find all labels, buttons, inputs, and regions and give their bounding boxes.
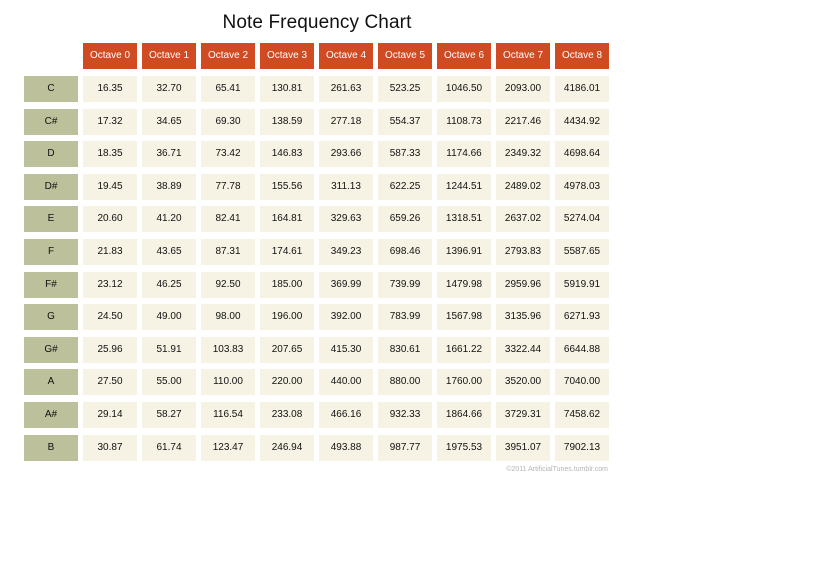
frequency-cell: 3135.96 — [496, 304, 550, 330]
frequency-cell: 466.16 — [319, 402, 373, 428]
frequency-cell: 622.25 — [378, 174, 432, 200]
frequency-cell: 392.00 — [319, 304, 373, 330]
frequency-cell: 58.27 — [142, 402, 196, 428]
frequency-cell: 30.87 — [83, 435, 137, 461]
frequency-cell: 18.35 — [83, 141, 137, 167]
frequency-cell: 3729.31 — [496, 402, 550, 428]
frequency-cell: 415.30 — [319, 337, 373, 363]
frequency-cell: 123.47 — [201, 435, 255, 461]
frequency-cell: 61.74 — [142, 435, 196, 461]
note-label: G# — [24, 337, 78, 363]
frequency-cell: 185.00 — [260, 272, 314, 298]
frequency-cell: 2489.02 — [496, 174, 550, 200]
frequency-cell: 440.00 — [319, 369, 373, 395]
frequency-cell: 16.35 — [83, 76, 137, 102]
frequency-cell: 146.83 — [260, 141, 314, 167]
frequency-cell: 5274.04 — [555, 206, 609, 232]
table-row — [24, 109, 609, 135]
frequency-cell: 41.20 — [142, 206, 196, 232]
column-header: Octave 4 — [319, 43, 373, 69]
frequency-cell: 65.41 — [201, 76, 255, 102]
table-row — [24, 435, 609, 461]
frequency-cell: 98.00 — [201, 304, 255, 330]
frequency-cell: 4698.64 — [555, 141, 609, 167]
frequency-cell: 7040.00 — [555, 369, 609, 395]
table-row — [24, 239, 609, 265]
table-row — [24, 206, 609, 232]
frequency-cell: 987.77 — [378, 435, 432, 461]
frequency-cell: 493.88 — [319, 435, 373, 461]
frequency-cell: 523.25 — [378, 76, 432, 102]
frequency-cell: 587.33 — [378, 141, 432, 167]
frequency-cell: 5919.91 — [555, 272, 609, 298]
note-label: C — [24, 76, 78, 102]
frequency-cell: 43.65 — [142, 239, 196, 265]
note-label: D — [24, 141, 78, 167]
note-label: F# — [24, 272, 78, 298]
frequency-cell: 5587.65 — [555, 239, 609, 265]
frequency-cell: 246.94 — [260, 435, 314, 461]
frequency-cell: 369.99 — [319, 272, 373, 298]
column-header: Octave 7 — [496, 43, 550, 69]
frequency-cell: 2793.83 — [496, 239, 550, 265]
frequency-cell: 2959.96 — [496, 272, 550, 298]
column-header: Octave 6 — [437, 43, 491, 69]
table-row — [24, 76, 609, 102]
frequency-cell: 880.00 — [378, 369, 432, 395]
frequency-cell: 49.00 — [142, 304, 196, 330]
frequency-cell: 4434.92 — [555, 109, 609, 135]
frequency-cell: 82.41 — [201, 206, 255, 232]
table-row — [24, 337, 609, 363]
frequency-cell: 2349.32 — [496, 141, 550, 167]
frequency-cell: 17.32 — [83, 109, 137, 135]
frequency-cell: 311.13 — [319, 174, 373, 200]
frequency-cell: 207.65 — [260, 337, 314, 363]
frequency-cell: 4978.03 — [555, 174, 609, 200]
frequency-cell: 932.33 — [378, 402, 432, 428]
note-label: D# — [24, 174, 78, 200]
octave-header-row — [83, 43, 609, 69]
frequency-cell: 830.61 — [378, 337, 432, 363]
frequency-cell: 138.59 — [260, 109, 314, 135]
column-header: Octave 0 — [83, 43, 137, 69]
frequency-cell: 24.50 — [83, 304, 137, 330]
frequency-cell: 51.91 — [142, 337, 196, 363]
frequency-cell: 1244.51 — [437, 174, 491, 200]
frequency-cell: 1174.66 — [437, 141, 491, 167]
frequency-cell: 349.23 — [319, 239, 373, 265]
frequency-cell: 1567.98 — [437, 304, 491, 330]
frequency-cell: 69.30 — [201, 109, 255, 135]
column-header: Octave 8 — [555, 43, 609, 69]
frequency-cell: 2637.02 — [496, 206, 550, 232]
frequency-cell: 38.89 — [142, 174, 196, 200]
frequency-cell: 220.00 — [260, 369, 314, 395]
column-header: Octave 1 — [142, 43, 196, 69]
table-row — [24, 402, 609, 428]
table-row — [24, 369, 609, 395]
frequency-cell: 4186.01 — [555, 76, 609, 102]
note-label: F — [24, 239, 78, 265]
frequency-cell: 554.37 — [378, 109, 432, 135]
frequency-cell: 36.71 — [142, 141, 196, 167]
frequency-cell: 233.08 — [260, 402, 314, 428]
table-row — [24, 141, 609, 167]
frequency-cell: 277.18 — [319, 109, 373, 135]
frequency-cell: 1661.22 — [437, 337, 491, 363]
note-label: C# — [24, 109, 78, 135]
frequency-cell: 3520.00 — [496, 369, 550, 395]
frequency-cell: 55.00 — [142, 369, 196, 395]
frequency-cell: 1975.53 — [437, 435, 491, 461]
frequency-cell: 21.83 — [83, 239, 137, 265]
frequency-cell: 1864.66 — [437, 402, 491, 428]
column-header: Octave 5 — [378, 43, 432, 69]
frequency-cell: 19.45 — [83, 174, 137, 200]
column-header: Octave 2 — [201, 43, 255, 69]
frequency-cell: 7902.13 — [555, 435, 609, 461]
frequency-cell: 73.42 — [201, 141, 255, 167]
frequency-cell: 25.96 — [83, 337, 137, 363]
frequency-cell: 27.50 — [83, 369, 137, 395]
frequency-cell: 3322.44 — [496, 337, 550, 363]
frequency-cell: 130.81 — [260, 76, 314, 102]
frequency-cell: 698.46 — [378, 239, 432, 265]
note-label: G — [24, 304, 78, 330]
frequency-cell: 659.26 — [378, 206, 432, 232]
frequency-cell: 164.81 — [260, 206, 314, 232]
frequency-cell: 23.12 — [83, 272, 137, 298]
frequency-cell: 116.54 — [201, 402, 255, 428]
frequency-cell: 1046.50 — [437, 76, 491, 102]
frequency-cell: 1479.98 — [437, 272, 491, 298]
frequency-cell: 92.50 — [201, 272, 255, 298]
frequency-cell: 2093.00 — [496, 76, 550, 102]
frequency-cell: 32.70 — [142, 76, 196, 102]
note-label: B — [24, 435, 78, 461]
frequency-cell: 29.14 — [83, 402, 137, 428]
frequency-cell: 783.99 — [378, 304, 432, 330]
frequency-cell: 7458.62 — [555, 402, 609, 428]
note-label: A# — [24, 402, 78, 428]
frequency-cell: 87.31 — [201, 239, 255, 265]
frequency-cell: 3951.07 — [496, 435, 550, 461]
frequency-cell: 1318.51 — [437, 206, 491, 232]
column-header: Octave 3 — [260, 43, 314, 69]
note-label: E — [24, 206, 78, 232]
frequency-cell: 739.99 — [378, 272, 432, 298]
frequency-cell: 1396.91 — [437, 239, 491, 265]
frequency-cell: 110.00 — [201, 369, 255, 395]
frequency-cell: 2217.46 — [496, 109, 550, 135]
frequency-cell: 103.83 — [201, 337, 255, 363]
frequency-cell: 20.60 — [83, 206, 137, 232]
note-label: A — [24, 369, 78, 395]
frequency-table — [24, 76, 609, 461]
frequency-cell: 261.63 — [319, 76, 373, 102]
credit-text: ©2011 ArtificialTunes.tumblr.com — [506, 466, 608, 473]
frequency-cell: 155.56 — [260, 174, 314, 200]
frequency-cell: 196.00 — [260, 304, 314, 330]
table-row — [24, 272, 609, 298]
table-row — [24, 174, 609, 200]
frequency-cell: 34.65 — [142, 109, 196, 135]
frequency-cell: 1108.73 — [437, 109, 491, 135]
frequency-cell: 293.66 — [319, 141, 373, 167]
frequency-cell: 77.78 — [201, 174, 255, 200]
page-title: Note Frequency Chart — [222, 12, 412, 33]
frequency-cell: 1760.00 — [437, 369, 491, 395]
frequency-cell: 6271.93 — [555, 304, 609, 330]
frequency-cell: 6644.88 — [555, 337, 609, 363]
frequency-cell: 329.63 — [319, 206, 373, 232]
table-row — [24, 304, 609, 330]
frequency-cell: 174.61 — [260, 239, 314, 265]
frequency-cell: 46.25 — [142, 272, 196, 298]
